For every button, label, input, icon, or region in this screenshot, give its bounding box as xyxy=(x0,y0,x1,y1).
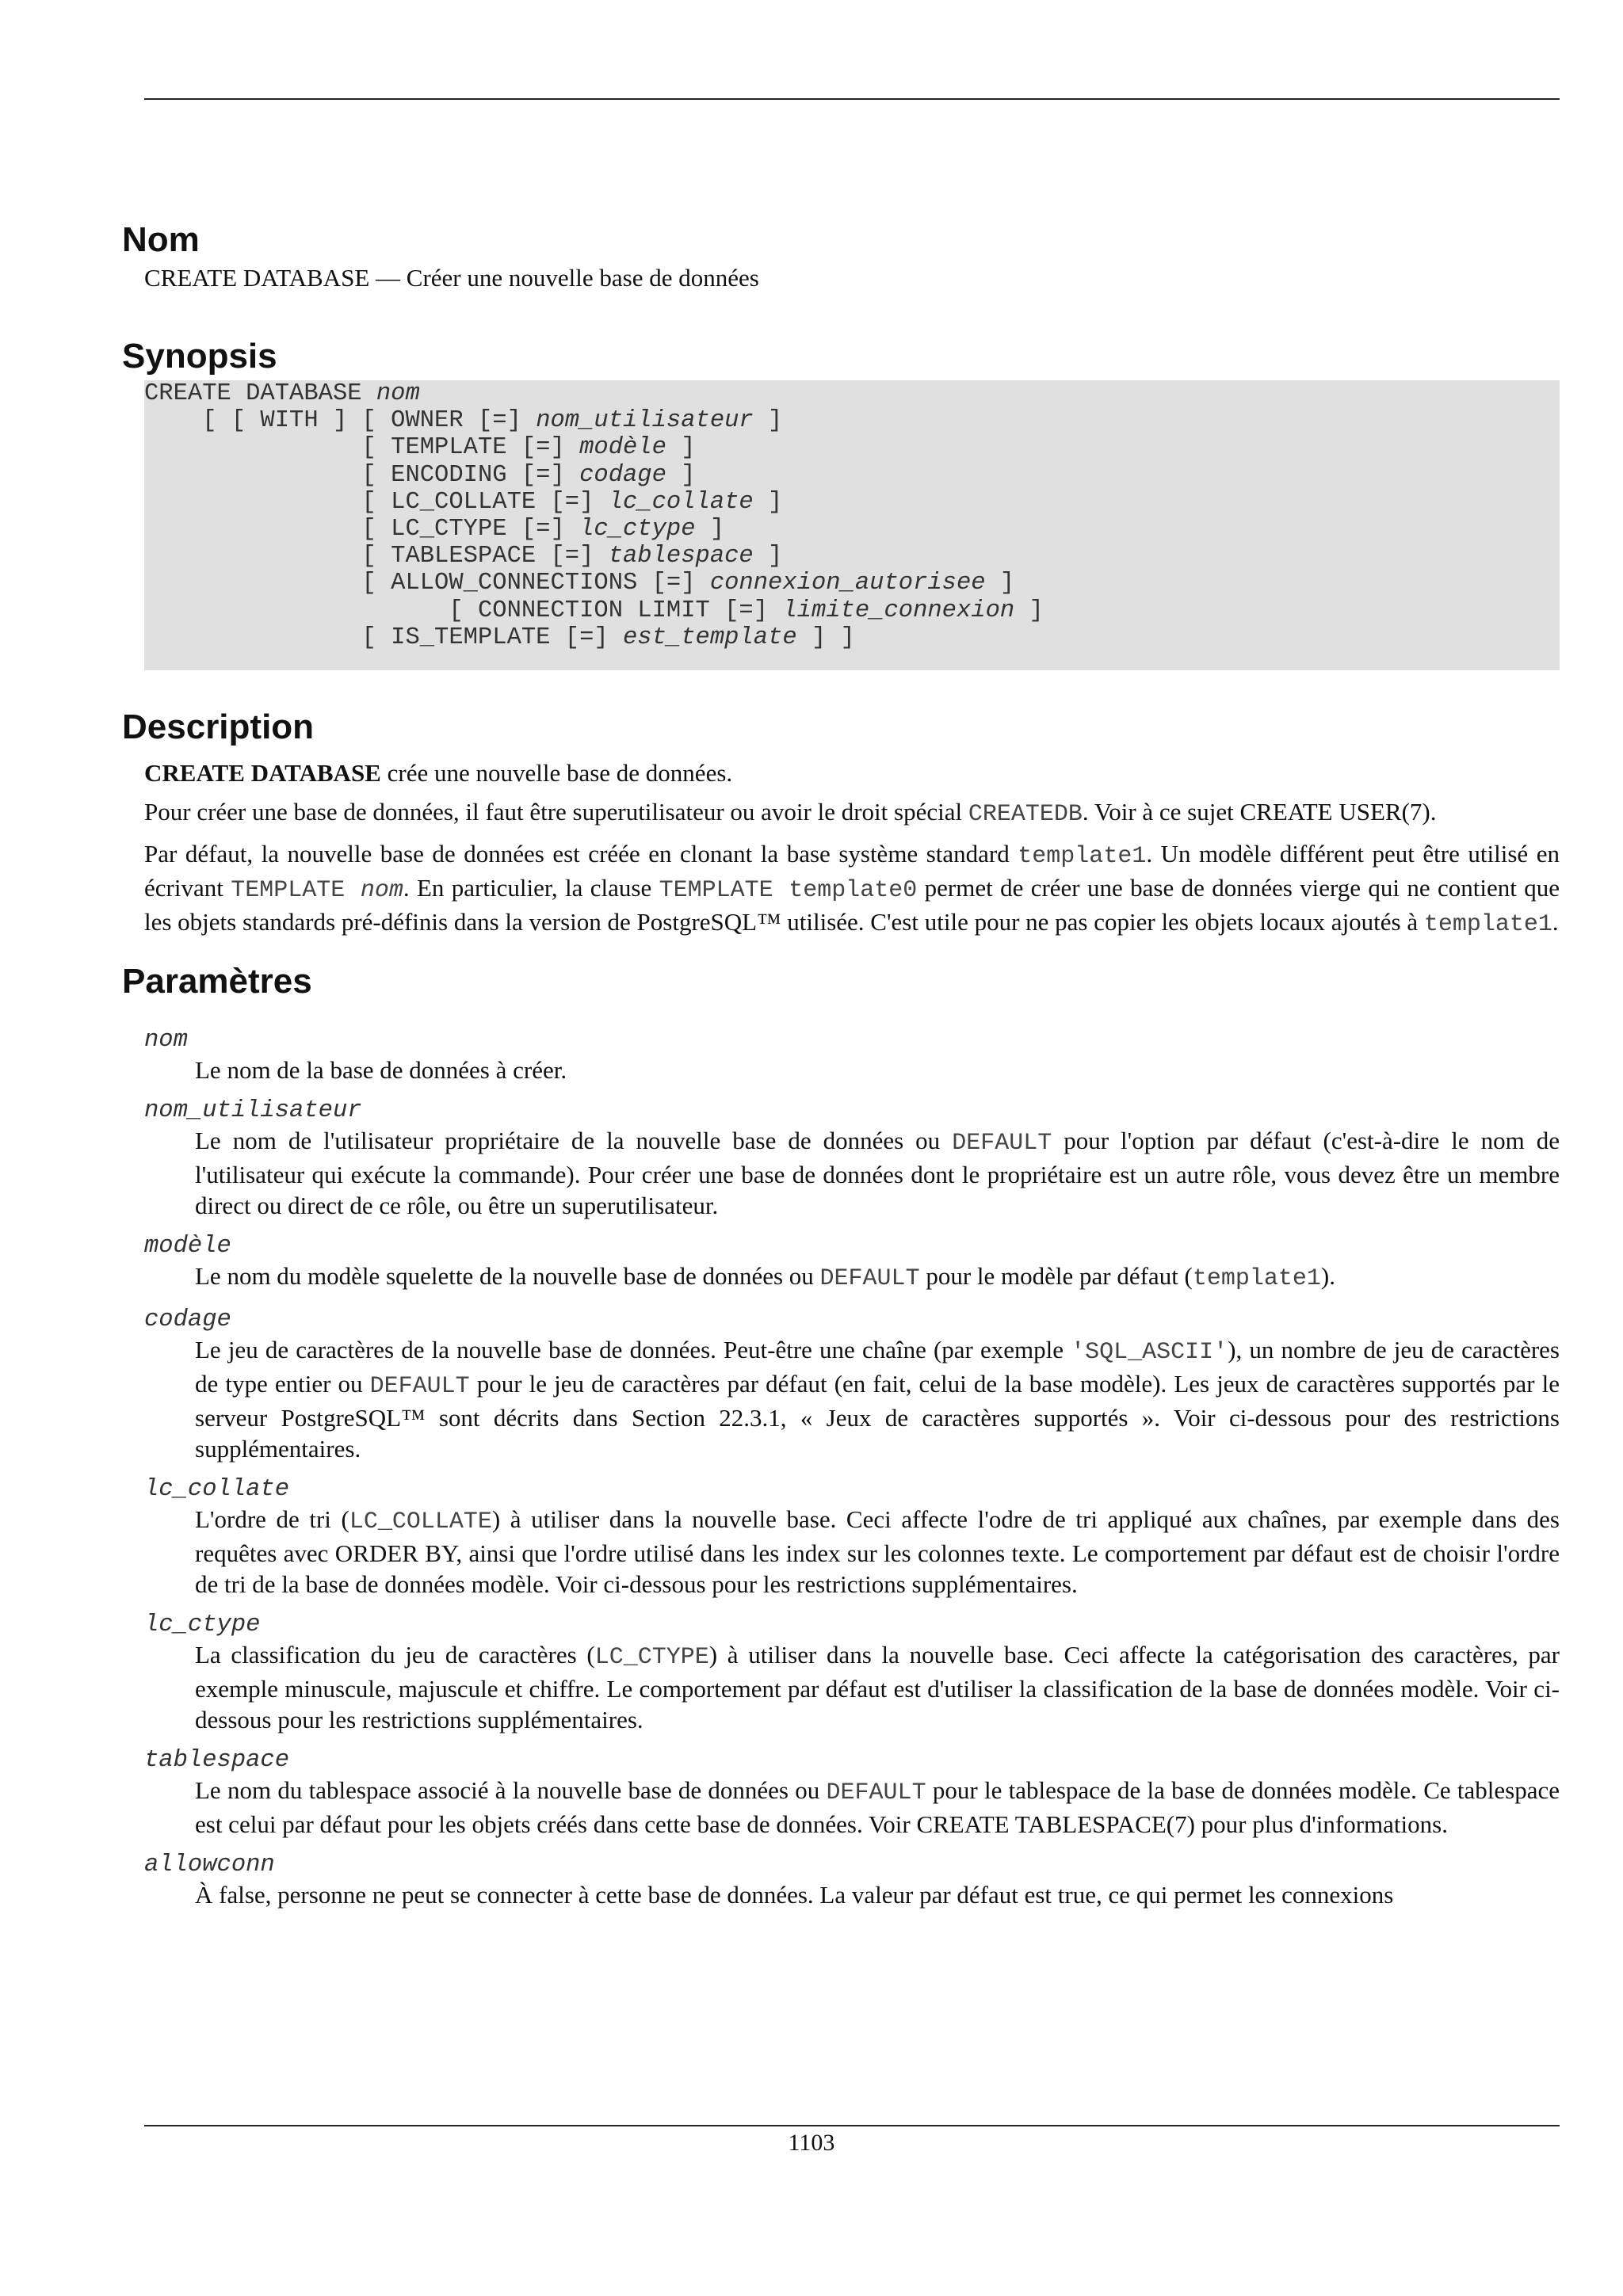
text-run: L'ordre de tri ( xyxy=(195,1505,349,1534)
text-run: . xyxy=(1552,908,1559,936)
text-run: permet de créer une base de données vierge qui ne contient que les objets standards pré-définis dans la version de PostgreSQL™ utilisée. C'est utile pour ne pas copier les objets locaux ajoutés à xyxy=(144,874,1560,936)
synopsis-placeholder: tablespace xyxy=(608,543,754,570)
text-run: crée une nouvelle base de données. xyxy=(380,759,733,788)
text-run: ). xyxy=(1320,1262,1335,1291)
synopsis-placeholder: modèle xyxy=(579,434,666,462)
synopsis-keyword: [ ALLOW_CONNECTIONS [=] xyxy=(144,570,710,597)
text-run: Le nom du tablespace associé à la nouvelle base de données ou xyxy=(195,1776,827,1805)
section-heading-synopsis: Synopsis xyxy=(122,337,277,376)
section-heading-nom: Nom xyxy=(122,220,200,259)
parameter-definition xyxy=(195,1504,1560,1600)
text-run: Le nom du modèle squelette de la nouvelle base de données ou xyxy=(195,1262,820,1291)
header-rule xyxy=(144,98,1560,100)
parameter-definition xyxy=(195,1334,1560,1464)
parameter-definition xyxy=(195,1639,1560,1735)
inline-code: TEMPLATE template0 xyxy=(659,877,918,905)
synopsis-placeholder: nom xyxy=(376,380,420,407)
inline-code: template1 xyxy=(1018,843,1147,871)
synopsis-placeholder: limite_connexion xyxy=(782,597,1015,624)
text-run: pour le tablespace de la base de données modèle. Ce tablespace est celui par défaut pour les objets créés dans cette base de données. Voir CREATE TABLESPACE(7) pour plus d'informations. xyxy=(195,1776,1560,1839)
inline-code: DEFAULT xyxy=(369,1373,470,1401)
text-run: Le jeu de caractères de la nouvelle base de données. Peut-être une chaîne (par exemple xyxy=(195,1336,1071,1364)
description-paragraph xyxy=(144,796,1560,830)
synopsis-keyword: ] xyxy=(1014,597,1044,624)
synopsis-placeholder: nom_utilisateur xyxy=(536,407,754,435)
page-content xyxy=(122,218,1560,1910)
bold-text: CREATE DATABASE xyxy=(144,759,381,788)
synopsis-keyword: ] xyxy=(753,543,783,570)
page-number: 1103 xyxy=(788,2130,835,2156)
text-run: pour l'option par défaut (c'est-à-dire le nom de l'utilisateur qui exécute la commande). Pour créer une base de données dont le propriétaire est un autre rôle, vous devez être un membre direct ou direct de ce rôle, ou être un superutilisateur. xyxy=(195,1127,1560,1220)
synopsis-keyword: ] xyxy=(695,516,725,543)
parameter-term: codage xyxy=(144,1306,231,1334)
synopsis-placeholder: connexion_autorisee xyxy=(709,570,986,597)
parameter-definition xyxy=(195,1261,1560,1295)
parameter-term: nom_utilisateur xyxy=(144,1097,362,1125)
inline-code: 'SQL_ASCII' xyxy=(1071,1339,1228,1367)
text-run: ), un nombre de jeu de caractères de type entier ou xyxy=(195,1336,1560,1398)
synopsis-keyword: ] ] xyxy=(796,624,855,651)
inline-code: TEMPLATE xyxy=(231,877,361,905)
inline-code: nom xyxy=(360,877,403,905)
inline-code: DEFAULT xyxy=(952,1130,1052,1158)
inline-code: DEFAULT xyxy=(819,1265,920,1293)
parameters-list xyxy=(144,1026,1560,1910)
synopsis-keyword: [ LC_COLLATE [=] xyxy=(144,488,609,516)
synopsis-keyword: [ TABLESPACE [=] xyxy=(144,543,609,570)
text-run: pour le modèle par défaut ( xyxy=(919,1262,1193,1291)
synopsis-placeholder: codage xyxy=(579,461,666,489)
parameter-term: lc_collate xyxy=(144,1476,290,1504)
synopsis-keyword: [ ENCODING [=] xyxy=(144,461,580,489)
inline-code: template1 xyxy=(1192,1265,1321,1293)
parameter-definition xyxy=(195,1775,1560,1840)
synopsis-code xyxy=(144,380,1560,651)
text-run: ) à utiliser dans la nouvelle base. Ceci affecte l'odre de tri appliqué aux chaînes, par exemple dans des requêtes avec ORDER BY, ainsi que l'ordre utilisé dans les index sur les colonnes texte. Le comportement par défaut est de choisir l'ordre de tri de la base de données modèle. Voir ci-dessous pour les restrictions supplémentaires. xyxy=(195,1505,1560,1599)
synopsis-code-block xyxy=(144,380,1560,670)
synopsis-keyword: [ CONNECTION LIMIT [=] xyxy=(144,597,783,624)
synopsis-keyword: ] xyxy=(666,461,696,489)
parameter-term: modèle xyxy=(144,1233,231,1261)
inline-code: CREATEDB xyxy=(968,801,1083,829)
text-run: ) à utiliser dans la nouvelle base. Ceci affecte la catégorisation des caractères, par exemple minuscule, majuscule et chiffre. Le comportement par défaut est d'utiliser la classification de la base de données modèle. Voir ci-dessous pour les restrictions supplémentaires. xyxy=(195,1641,1560,1734)
text-run: . En particulier, la clause xyxy=(403,874,659,902)
synopsis-placeholder: lc_ctype xyxy=(579,516,696,543)
synopsis-keyword: [ [ WITH ] [ OWNER [=] xyxy=(144,407,537,435)
inline-code: template1 xyxy=(1423,911,1552,939)
description-paragraph xyxy=(144,757,1560,788)
text-run: La classification du jeu de caractères ( xyxy=(195,1641,595,1669)
synopsis-keyword: CREATE DATABASE xyxy=(144,380,376,407)
text-run: Par défaut, la nouvelle base de données est créée en clonant la base système standard xyxy=(144,840,1018,868)
inline-code: LC_COLLATE xyxy=(349,1508,492,1536)
section-heading-parametres: Paramètres xyxy=(122,962,312,1001)
synopsis-keyword: ] xyxy=(666,434,696,462)
parameter-definition xyxy=(195,1125,1560,1221)
text-run: À false, personne ne peut se connecter à cette base de données. La valeur par défaut est true, ce qui permet les connexions xyxy=(195,1881,1394,1909)
text-run: Le nom de l'utilisateur propriétaire de la nouvelle base de données ou xyxy=(195,1127,953,1155)
synopsis-placeholder: est_template xyxy=(623,624,797,651)
text-run: pour le jeu de caractères par défaut (en fait, celui de la base modèle). Les jeux de caractères supportés par le serveur PostgreSQL™ sont décrits dans Section 22.3.1, « Jeux de caractères supportés ». Voir ci-dessous pour des restrictions supplémentaires. xyxy=(195,1370,1560,1463)
synopsis-placeholder: lc_collate xyxy=(608,488,754,516)
text-run: Le nom de la base de données à créer. xyxy=(195,1056,567,1085)
synopsis-keyword: ] xyxy=(985,570,1015,597)
synopsis-keyword: ] xyxy=(753,488,783,516)
parameter-term: nom xyxy=(144,1027,188,1055)
description-body xyxy=(144,757,1560,940)
synopsis-keyword: [ IS_TEMPLATE [=] xyxy=(144,624,623,651)
parameter-definition xyxy=(195,1055,1560,1085)
inline-code: LC_CTYPE xyxy=(594,1644,709,1672)
parameter-term: allowconn xyxy=(144,1852,275,1879)
inline-code: DEFAULT xyxy=(826,1779,926,1807)
synopsis-keyword: ] xyxy=(753,407,783,435)
parameter-term: lc_ctype xyxy=(144,1611,261,1639)
footer-rule xyxy=(144,2125,1560,2126)
synopsis-keyword: [ LC_CTYPE [=] xyxy=(144,516,580,543)
text-run: Pour créer une base de données, il faut être superutilisateur ou avoir le droit spécial xyxy=(144,798,968,826)
parameter-definition xyxy=(195,1879,1560,1910)
synopsis-keyword: [ TEMPLATE [=] xyxy=(144,434,580,462)
text-run: . Voir à ce sujet CREATE USER(7). xyxy=(1082,798,1437,826)
nom-text: CREATE DATABASE — Créer une nouvelle base de données xyxy=(144,264,759,292)
section-heading-description: Description xyxy=(122,707,315,747)
text-run: . Un modèle différent peut être utilisé en écrivant xyxy=(144,840,1560,902)
description-paragraph xyxy=(144,838,1560,940)
parameter-term: tablespace xyxy=(144,1747,290,1775)
